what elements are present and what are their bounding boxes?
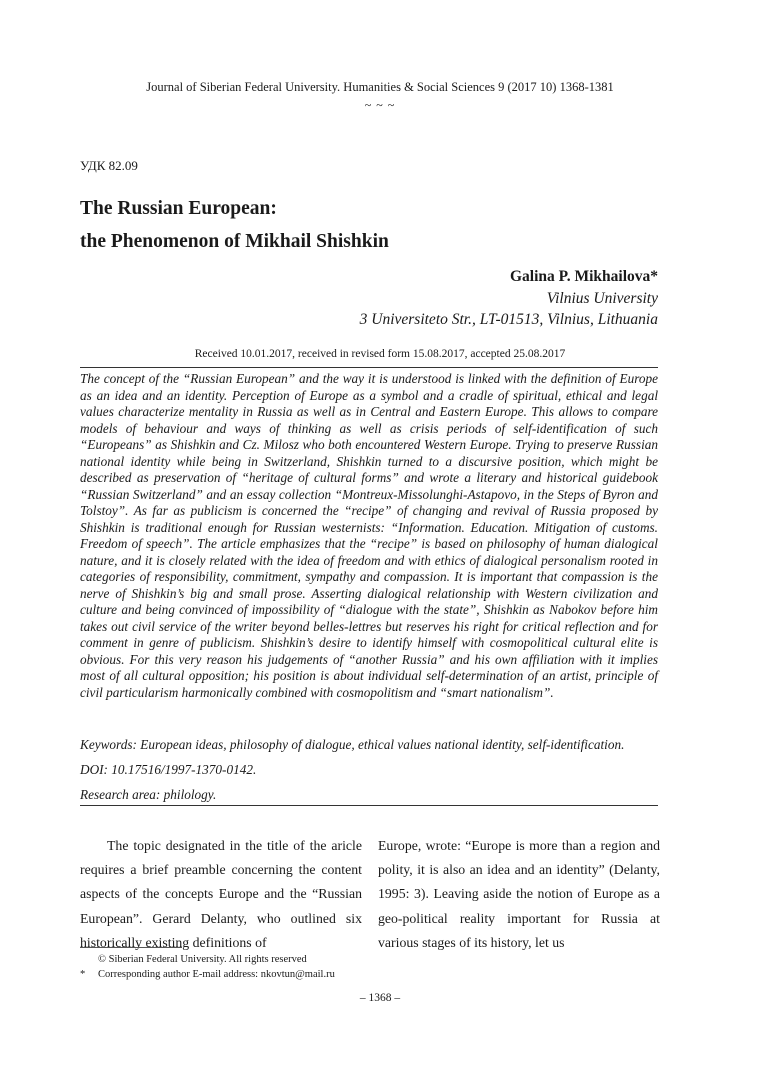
footnote-corresponding-author: Corresponding author E-mail address: nkovtun@mail.ru [98, 969, 335, 980]
author-name: Galina P. Mikhailova* [510, 268, 658, 285]
doi: DOI: 10.17516/1997-1370-0142. [80, 762, 257, 777]
body-column-left: The topic designated in the title of the aricle requires a brief preamble concerning the content aspects of the concepts Europe and the “Russian European”. Gerard Delanty, who outlined six historically existing definitions of [80, 838, 362, 950]
title-line-2: the Phenomenon of Mikhail Shishkin [80, 231, 389, 252]
author-block [360, 266, 658, 331]
header-ornament: ~ ~ ~ [364, 98, 396, 112]
footnote-mark: * [80, 969, 86, 980]
abstract-bottom-rule [80, 805, 658, 806]
page-number: – 1368 – [359, 992, 401, 1004]
journal-header: Journal of Siberian Federal University. Humanities & Social Sciences 9 (2017 10) 1368-1381 [146, 80, 614, 94]
keywords: Keywords: European ideas, philosophy of dialogue, ethical values national identity, self-identification. [80, 737, 625, 752]
article-title [80, 192, 389, 258]
udk-code: УДК 82.09 [80, 158, 138, 173]
body-column-right: Europe, wrote: “Europe is more than a region and polity, it is also an idea and an identity” (Delanty, 1995: 3). Leaving aside the notion of Europe as a geo-political reality important for Russia at various stages of its history, let us [378, 838, 660, 950]
received-dates: Received 10.01.2017, received in revised form 15.08.2017, accepted 25.08.2017 [194, 348, 566, 360]
abstract-top-rule [80, 367, 658, 368]
title-line-1: The Russian European: [80, 198, 277, 219]
footnote-rule [80, 947, 182, 948]
abstract: The concept of the “Russian European” and the way it is understood is linked with the definition of Europe as an idea and an identity. Perception of Europe as a symbol and a cradle of spiritual, ethical and legal values characterize mentality in Russia as well as in Central and Eastern Europe. This allows to compare models of behaviour and ways of thinking as well as crisis periods of self-identification of such “Europeans” as Shishkin and Cz. Milosz who both encountered Western Europe. Trying to preserve Russian national identity while being in Switzerland, Shishkin turned to a discursive position, which might be described as preservation of “heritage of cultural forms” and wrote a literary and historical guidebook “Russian Switzerland” and an essay collection “Montreux-Missolunghi-Astapovo, in the Steps of Byron and Tolstoy”. As far as publicism is concerned the “recipe” of changing and revival of Russia proposed by Shishkin is traditional enough for Russian westernists: “Information. Education. Mitigation of customs. Freedom of speech”. The article emphasizes that the “recipe” is based on philosophy of human dialogical nature, and it is closely related with the idea of freedom and with ethics of dialogical personalism rooted in categories of responsibility, commitment, sympathy and compassion. It is important that compassion is the nerve of Shishkin’s big and small prose. Asserting dialogical relationship with Western civilization and culture and being convinced of impossibility of “dialogue with the state”, Shishkin as Nabokov before him takes out civil service of the writer beyond belles-lettres but reserves his right for critical reflection and for comment in genre of publicism. Shishkin’s desire to identify himself with cosmopolitical cultural elite is obvious. For this very reason his judgements of “another Russia” and his own affiliation with it implies most of all cultural opposition; his position is about individual self-determination of an artist, principle of civil particularism harmonically combined with cosmopolitism and “smart nationalism”. [80, 371, 658, 700]
author-address: 3 Universiteto Str., LT-01513, Vilnius, Lithuania [359, 311, 658, 328]
footnote-copyright: © Siberian Federal University. All rights reserved [98, 954, 307, 965]
research-area: Research area: philology. [80, 787, 217, 802]
author-affiliation: Vilnius University [546, 289, 658, 307]
